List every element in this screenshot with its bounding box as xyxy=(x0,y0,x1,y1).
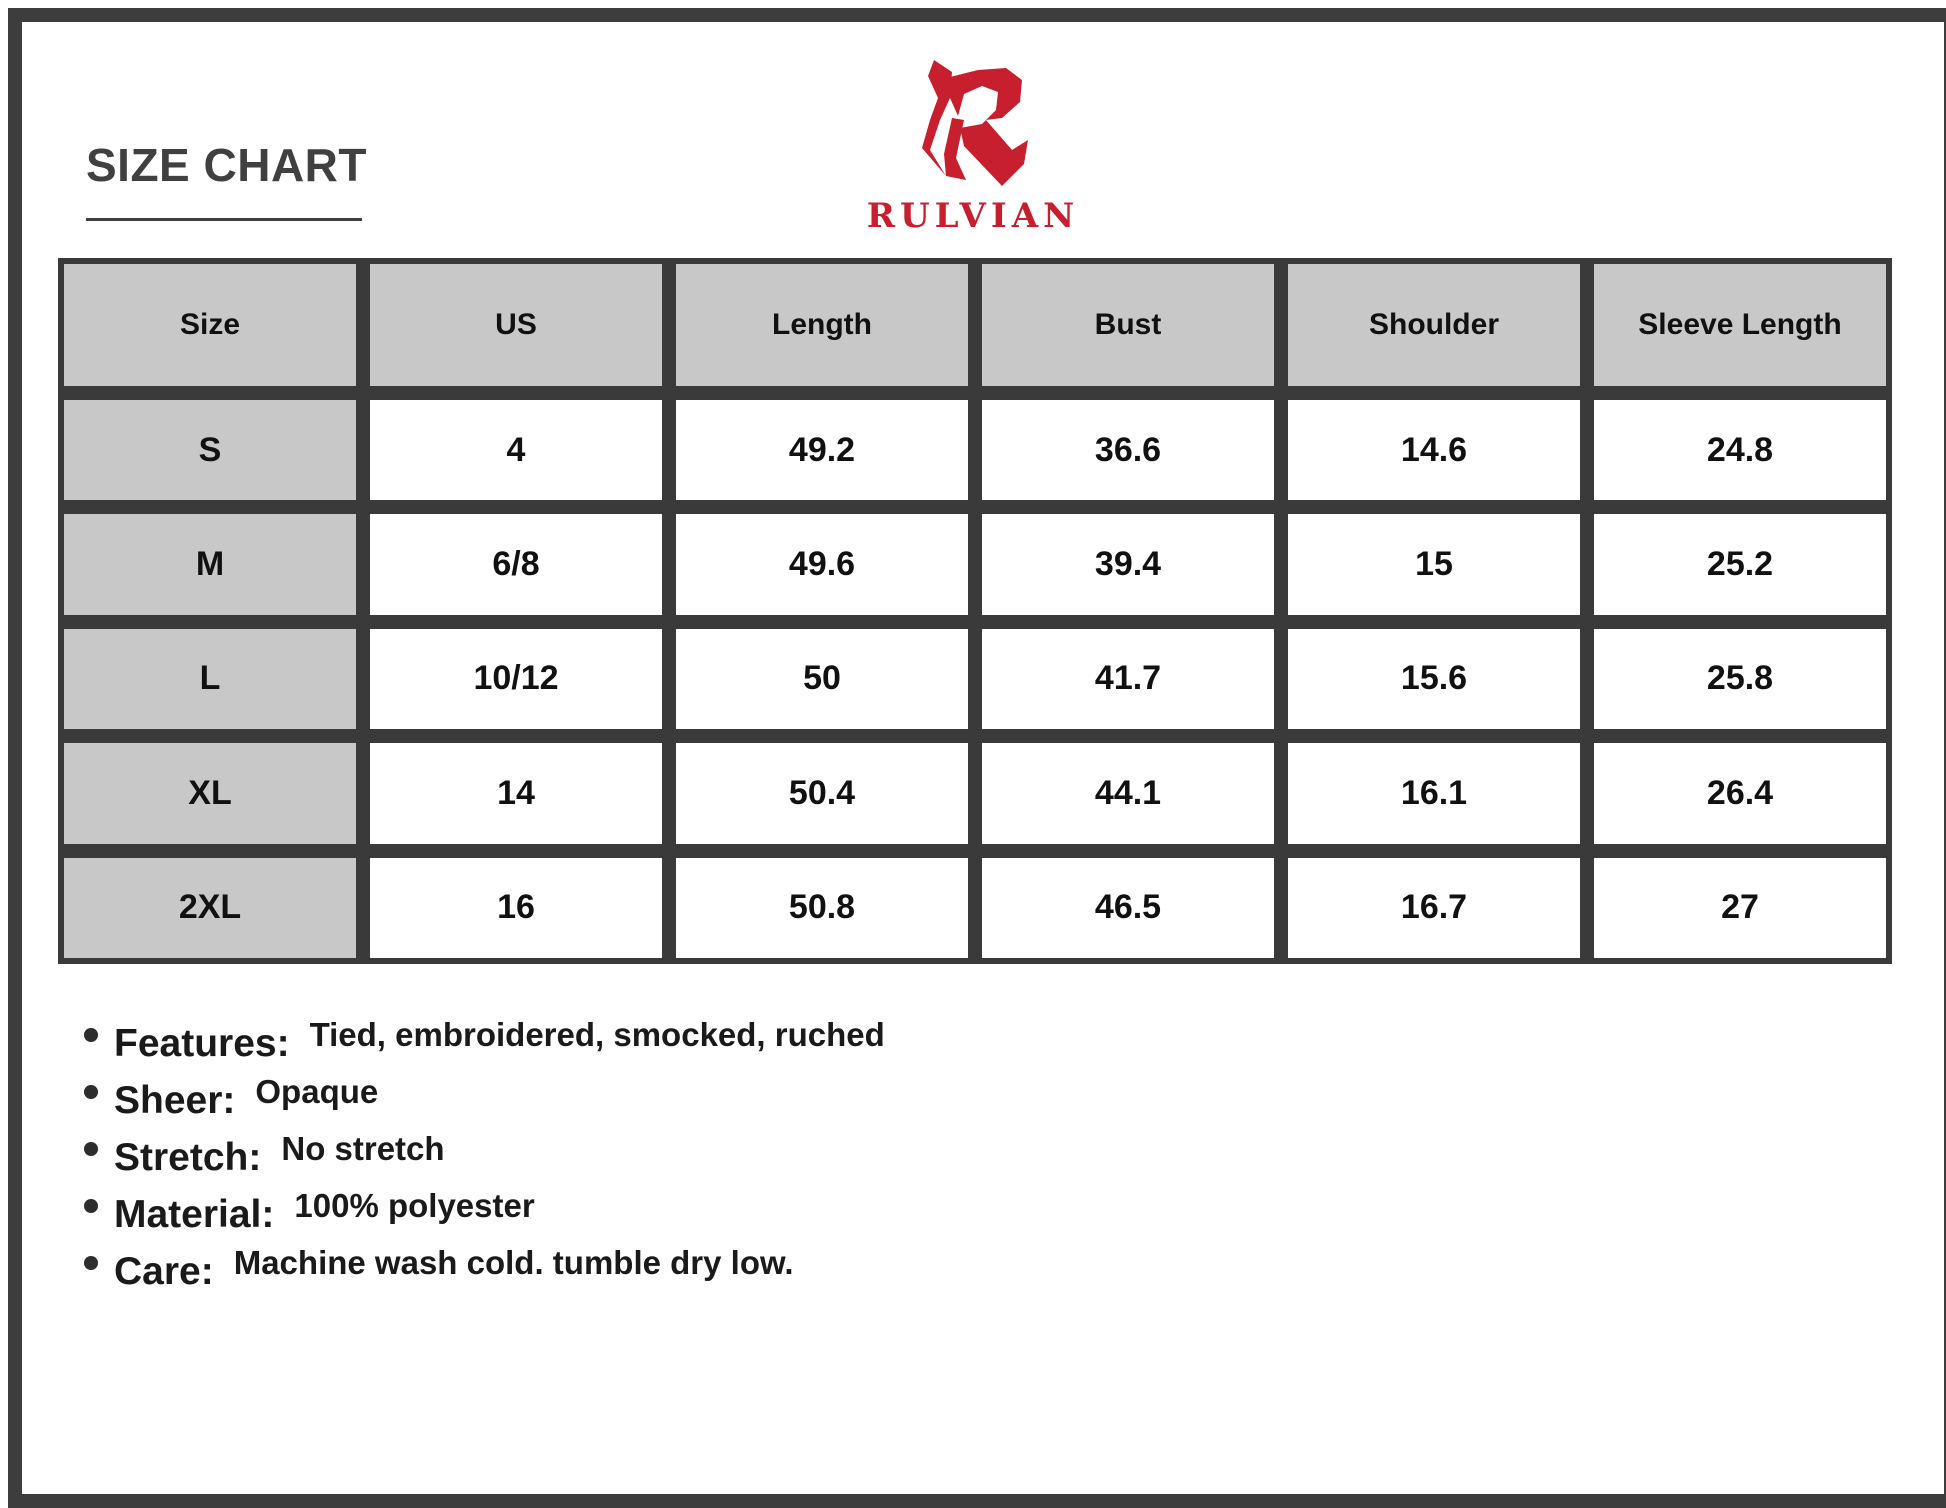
table-cell: 24.8 xyxy=(1594,400,1886,500)
table-cell: 6/8 xyxy=(370,514,662,614)
bullet-icon xyxy=(84,1199,98,1213)
list-item xyxy=(84,1122,1284,1179)
table-cell: 10/12 xyxy=(370,629,662,729)
table-cell: 26.4 xyxy=(1594,743,1886,843)
table-cell: 27 xyxy=(1594,858,1886,958)
column-header: Size xyxy=(64,264,356,386)
table-cell: 50 xyxy=(676,629,968,729)
size-label-cell: 2XL xyxy=(64,858,356,958)
table-cell: 36.6 xyxy=(982,400,1274,500)
bullet-icon xyxy=(84,1142,98,1156)
title-underline xyxy=(86,218,362,221)
list-item xyxy=(84,1065,1284,1122)
feature-value: 100% polyester xyxy=(294,1187,535,1224)
feature-value: Opaque xyxy=(255,1073,379,1110)
table-cell: 50.8 xyxy=(676,858,968,958)
bullet-icon xyxy=(84,1256,98,1270)
list-item xyxy=(84,1179,1284,1236)
table-cell: 15 xyxy=(1288,514,1580,614)
bullet-icon xyxy=(84,1028,98,1042)
feature-label: Material: xyxy=(114,1193,275,1236)
column-header: Shoulder xyxy=(1288,264,1580,386)
rulvian-r-logo-icon xyxy=(916,58,1032,188)
column-header: Bust xyxy=(982,264,1274,386)
table-cell: 25.8 xyxy=(1594,629,1886,729)
bullet-icon xyxy=(84,1085,98,1099)
feature-label: Features: xyxy=(114,1022,290,1065)
table-cell: 16.1 xyxy=(1288,743,1580,843)
table-cell: 16 xyxy=(370,858,662,958)
size-label-cell: L xyxy=(64,629,356,729)
brand-logo xyxy=(858,58,1088,238)
table-cell: 25.2 xyxy=(1594,514,1886,614)
size-label-cell: M xyxy=(64,514,356,614)
table-cell: 50.4 xyxy=(676,743,968,843)
feature-value: Tied, embroidered, smocked, ruched xyxy=(309,1016,885,1053)
table-cell: 44.1 xyxy=(982,743,1274,843)
list-item xyxy=(84,1236,1284,1293)
table-cell: 49.6 xyxy=(676,514,968,614)
feature-label: Care: xyxy=(114,1250,214,1293)
size-table xyxy=(58,258,1892,964)
feature-label: Stretch: xyxy=(114,1136,262,1179)
feature-value: No stretch xyxy=(281,1130,445,1167)
table-cell: 15.6 xyxy=(1288,629,1580,729)
feature-label: Sheer: xyxy=(114,1079,236,1122)
table-cell: 49.2 xyxy=(676,400,968,500)
table-cell: 41.7 xyxy=(982,629,1274,729)
page-title: SIZE CHART xyxy=(86,139,367,191)
feature-list xyxy=(84,1008,1284,1293)
column-header: Sleeve Length xyxy=(1594,264,1886,386)
brand-name: RULVIAN xyxy=(866,196,1080,236)
list-item xyxy=(84,1008,1284,1065)
table-cell: 14.6 xyxy=(1288,400,1580,500)
table-cell: 39.4 xyxy=(982,514,1274,614)
table-cell: 16.7 xyxy=(1288,858,1580,958)
size-label-cell: S xyxy=(64,400,356,500)
feature-value: Machine wash cold. tumble dry low. xyxy=(233,1244,794,1281)
table-cell: 14 xyxy=(370,743,662,843)
column-header: Length xyxy=(676,264,968,386)
column-header: US xyxy=(370,264,662,386)
table-cell: 46.5 xyxy=(982,858,1274,958)
table-cell: 4 xyxy=(370,400,662,500)
size-label-cell: XL xyxy=(64,743,356,843)
